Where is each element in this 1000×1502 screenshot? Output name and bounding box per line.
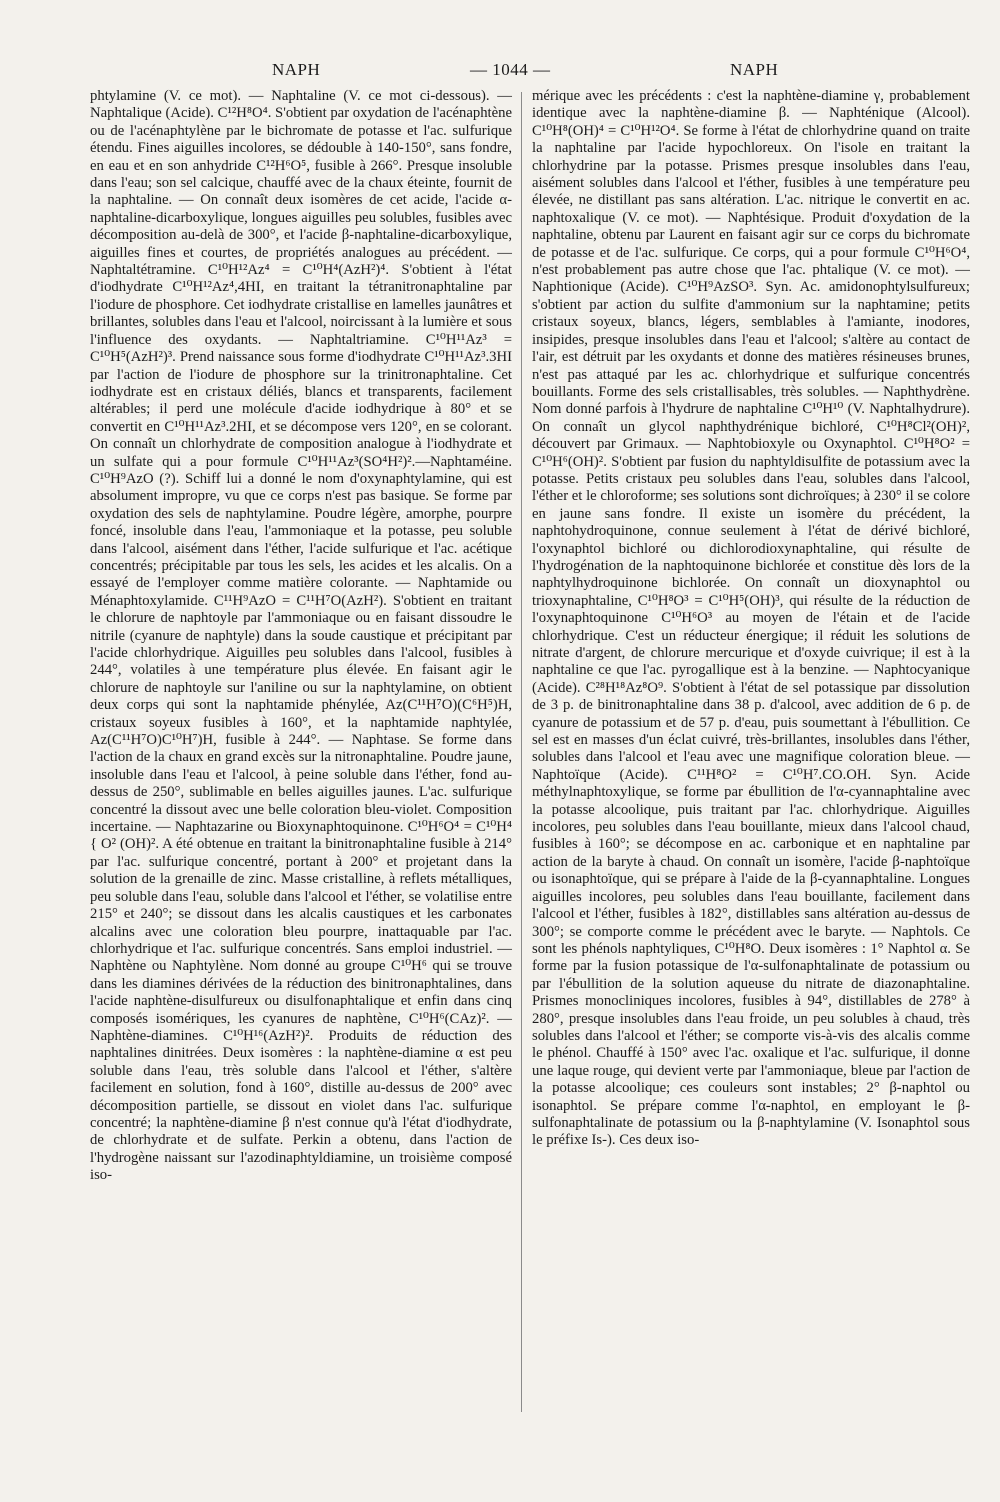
header-left-keyword: NAPH [272,60,321,79]
header-right-keyword: NAPH [730,60,779,79]
right-column [532,88,970,1150]
page-header [90,50,970,90]
right-column-text: mérique avec les précédents : c'est la naphtène-diamine γ, probablement identique avec la naphtène-diamine β. — Naphténique (Alcool). C¹⁰H⁸(OH)⁴ = C¹⁰H¹²O⁴. Se forme à l'état de chlorhydrine quand on traite la naphtaline par l'acide hypochloreux. On l'isole en traitant la chlorhydrine par la potasse. Prismes presque insolubles dans l'eau, aisément solubles dans l'alcool et l'éther, fusibles à une température peu élevée, ne distillant pas sans altération. L'ac. nitrique le convertit en ac. naphtoxalique (V. ce mot). — Naphtésique. Produit d'oxydation de la naphtaline, obtenu par Laurent en faisant agir sur ce corps du bichromate de potasse et de l'ac. sulfurique. Ce corps, qui a pour formule C¹⁰H⁶O⁴, n'est probablement pas autre chose que l'ac. phtalique (V. ce mot). — Naphtionique (Acide). C¹⁰H⁹AzSO³. Syn. Ac. amidonophtylsulfureux; s'obtient par action du sulfite d'ammonium sur la naphtamine; petits cristaux soyeux, blancs, légers, semblables à l'amiante, inodores, insipides, presque insolubles dans l'eau et l'alcool; s'altère au contact de l'air, est détruit par les oxydants et donne des matières résineuses brunes, n'est pas attaqué par les ac. chlorhydrique et sulfurique concentrés bouillants. Forme des sels cristallisables, très solubles. — Naphthydrène. Nom donné parfois à l'hydrure de naphtaline C¹⁰H¹⁰ (V. Naphtalhydrure). On connaît un glycol naphthydrénique bichloré, C¹⁰H⁸Cl²(OH)², découvert par Grimaux. — Naphtobioxyle ou Oxynaphtol. C¹⁰H⁸O² = C¹⁰H⁶(OH)². S'obtient par fusion du naphtyldisulfite de potassium avec la potasse. Petits cristaux peu solubles dans l'eau, solubles dans l'alcool, l'éther et le chloroforme; ses solutions sont dichroïques; à 230° il se colore en jaune sans fondre. Il existe un isomère du précédent, la naphtohydroquinone, connue seulement à l'état de dérivé bichloré, l'oxynaphtol bichloré ou dichlorodioxynaphtaline, qui résulte de l'hydrogénation de la naphtoquinone bichlorée et constitue dès lors de la naphtylhydroquinone bichlorée. On connaît un dioxynaphtol ou trioxynaphtaline, C¹⁰H⁸O³ = C¹⁰H⁵(OH)³, qui résulte de la réduction de l'oxynaphtoquinone C¹⁰H⁶O³ au moyen de l'étain et de l'acide chlorhydrique. C'est un réducteur énergique; il réduit les solutions de nitrate d'argent, de chlorure mercurique et d'oxyde cuivrique; il est à la naphtaline ce que l'ac. pyrogallique est à la benzine. — Naphtocyanique (Acide). C²⁸H¹⁸Az⁸O⁹. S'obtient à l'état de sel potassique par dissolution de 3 p. de binitronaphtaline dans 38 p. d'alcool, avec addition de 6 p. de cyanure de potassium et de 57 p. d'eau, puis soumettant à l'ébullition. Ce sel est en masses d'un éclat cuivré, très-brillantes, insolubles dans l'éther, solubles dans l'alcool et l'eau avec une magnifique coloration bleue. — Naphtoïque (Acide). C¹¹H⁸O² = C¹⁰H⁷.CO.OH. Syn. Acide méthylnaphtoxylique, se forme par ébullition de l'α-cyannaphtaline avec la potasse alcoolique, puis traitant par l'ac. chlorhydrique. Aiguilles incolores, peu solubles dans l'eau bouillante, mieux dans l'alcool chaud, fusibles à 160°; se décompose en ac. carbonique et en naphtaline par action de la baryte à chaud. On connaît un isomère, l'acide β-naphtoïque ou isonaphtoïque, qui se prépare à l'aide de la β-cyannaphtaline. Longues aiguilles incolores, peu solubles dans l'eau bouillante, facilement dans l'alcool et l'éther, fusibles à 182°, distillables sans altération au-dessus de 300°; se comporte comme le précédent avec le baryte. — Naphtols. Ce sont les phénols naphtyliques, C¹⁰H⁸O. Deux isomères : 1° Naphtol α. Se forme par la fusion potassique de l'α-sulfonaphtalinate de potassium ou par l'ébullition de la solution aqueuse du nitrate de diazonaphtaline. Prismes monocliniques incolores, fusibles à 94°, distillables de 278° à 280°, presque insolubles dans l'eau froide, un peu solubles à chaud, très solubles dans l'alcool et l'éther; se comporte vis-à-vis des alcalis comme le phénol. Chauffé à 150° avec l'ac. oxalique et l'ac. sulfurique, il donne une laque rouge, qui devient verte par l'ammoniaque, bleue par l'action de la potasse alcoolique; ces couleurs sont instables; 2° β-naphtol ou isonaphtol. Se prépare comme l'α-naphtol, en employant le β-sulfonaphtalinate de potassium ou la β-naphtylamine (V. Isonaphtol sous le préfixe Is-). Ces deux iso- [532,88,970,1149]
column-divider [521,92,522,1412]
left-column-text: phtylamine (V. ce mot). — Naphtaline (V. ce mot ci-dessous). — Naphtalique (Acide). C¹²H⁸O⁴. S'obtient par oxydation de l'acénaphtène ou de l'acénaphtylène par le bichromate de potasse et l'ac. sulfurique étendu. Fines aiguilles incolores, se dédouble à 140-150°, sans fondre, en eau et en son anhydride C¹²H⁶O⁵, fusible à 266°. Presque insoluble dans l'eau; son sel calcique, chauffé avec de la chaux éteinte, fournit de la naphtaline. — On connaît deux isomères de cet acide, l'acide α-naphtaline-dicarboxylique, longues aiguilles peu solubles, fusibles avec décomposition au-delà de 300°, et l'acide β-naphtaline-dicarboxylique, aiguilles fines et courtes, de propriétés analogues au précédent. — Naphtaltétramine. C¹⁰H¹²Az⁴ = C¹⁰H⁴(AzH²)⁴. S'obtient à l'état d'iodhydrate C¹⁰H¹²Az⁴,4HI, en traitant la tétranitronaphtaline par l'iodure de phosphore. Cet iodhydrate cristallise en lamelles jaunâtres et brillantes, solubles dans l'eau et l'alcool, noircissant à la lumière et sous l'influence des oxydants. — Naphtaltriamine. C¹⁰H¹¹Az³ = C¹⁰H⁵(AzH²)³. Prend naissance sous forme d'iodhydrate C¹⁰H¹¹Az³.3HI par l'action de l'iodure de phosphore sur la trinitronaphtaline. Cet iodhydrate est en cristaux déliés, blancs et transparents, facilement altérables; il perd une molécule d'acide iodhydrique à 80° et se convertit en C¹⁰H¹¹Az³.2HI, et se décompose vers 120°, en se colorant. On connaît un chlorhydrate de composition analogue à l'iodhydrate et un sulfate qui a pour formule C¹⁰H¹¹Az³(SO⁴H²)².—Naphtaméine. C¹⁰H⁹AzO (?). Schiff lui a donné le nom d'oxynaphtylamine, qui est absolument impropre, vu que ce corps n'est pas basique. Se forme par oxydation des sels de naphtylamine. Poudre légère, amorphe, pourpre foncé, insoluble dans l'eau, l'ammoniaque et la potasse, peu soluble dans l'alcool, aisément dans l'éther, l'acide sulfurique et l'ac. acétique concentrés; précipitable par tous les sels, les acides et les alcalis. On a essayé de l'employer comme matière colorante. — Naphtamide ou Ménaphtoxylamide. C¹¹H⁹AzO = C¹¹H⁷O(AzH²). S'obtient en traitant le chlorure de naphtoyle par l'ammoniaque ou en faisant dissoudre le nitrile (cyanure de naphtyle) dans la soude caustique et précipitant par l'acide chlorhydrique. Aiguilles peu solubles dans l'alcool, fusibles à 244°, volatiles à une température plus élevée. En faisant agir le chlorure de naphtoyle sur l'aniline ou sur la naphtylamine, on obtient deux corps qui sont la naphtamide phénylée, Az(C¹¹H⁷O)(C⁶H⁵)H, cristaux soyeux fusibles à 160°, et la naphtamide naphtylée, Az(C¹¹H⁷O)C¹⁰H⁷)H, fusible à 244°. — Naphtase. Se forme dans l'action de la chaux en grand excès sur la nitronaphtaline. Poudre jaune, insoluble dans l'eau et l'alcool, à peine soluble dans l'éther, fond au-dessus de 250°, sublimable en belles aiguilles jaunes. L'ac. sulfurique concentré la dissout avec une belle coloration bleu-violet. Composition incertaine. — Naphtazarine ou Bioxynaphtoquinone. C¹⁰H⁶O⁴ = C¹⁰H⁴ { O² (OH)². A été obtenue en traitant la binitronaphtaline fusible à 214° par l'ac. sulfurique concentré, portant à 200° et projetant dans la solution de la grenaille de zinc. Masse cristalline, à reflets métalliques, peu soluble dans l'eau, soluble dans l'alcool et l'éther, se volatilise entre 215° et 240°; se dissout dans les alcalis caustiques et les carbonates alcalins avec une coloration bleu pourpre, inattaquable par l'ac. chlorhydrique et l'ac. sulfurique concentrés. Sans emploi industriel. — Naphtène ou Naphtylène. Nom donné au groupe C¹⁰H⁶ qui se trouve dans les diamines dérivées de la réduction des binitronaphtalines, dans l'acide naphtène-disulfureux ou disulfonaphtalique et enfin dans cinq composés isomériques, les cyanures de naphtène, C¹⁰H⁶(CAz)². — Naphtène-diamines. C¹⁰H¹⁶(AzH²)². Produits de réduction des naphtalines dinitrées. Deux isomères : la naphtène-diamine α est peu soluble dans l'eau, très soluble dans l'alcool et l'éther, s'altère facilement en solution, fond à 160°, distille au-dessus de 200° avec décomposition partielle, se dissout en violet dans l'ac. sulfurique concentré; la naphtène-diamine β n'est connue qu'à l'état d'iodhydrate, de chlorhydrate et de sulfate. Perkin a obtenu, dans l'action de l'hydrogène naissant sur l'azodinaphtyldiamine, un troisième composé iso- [90,88,513,1184]
left-column [90,88,512,1185]
page-number: — 1044 — [470,60,551,79]
